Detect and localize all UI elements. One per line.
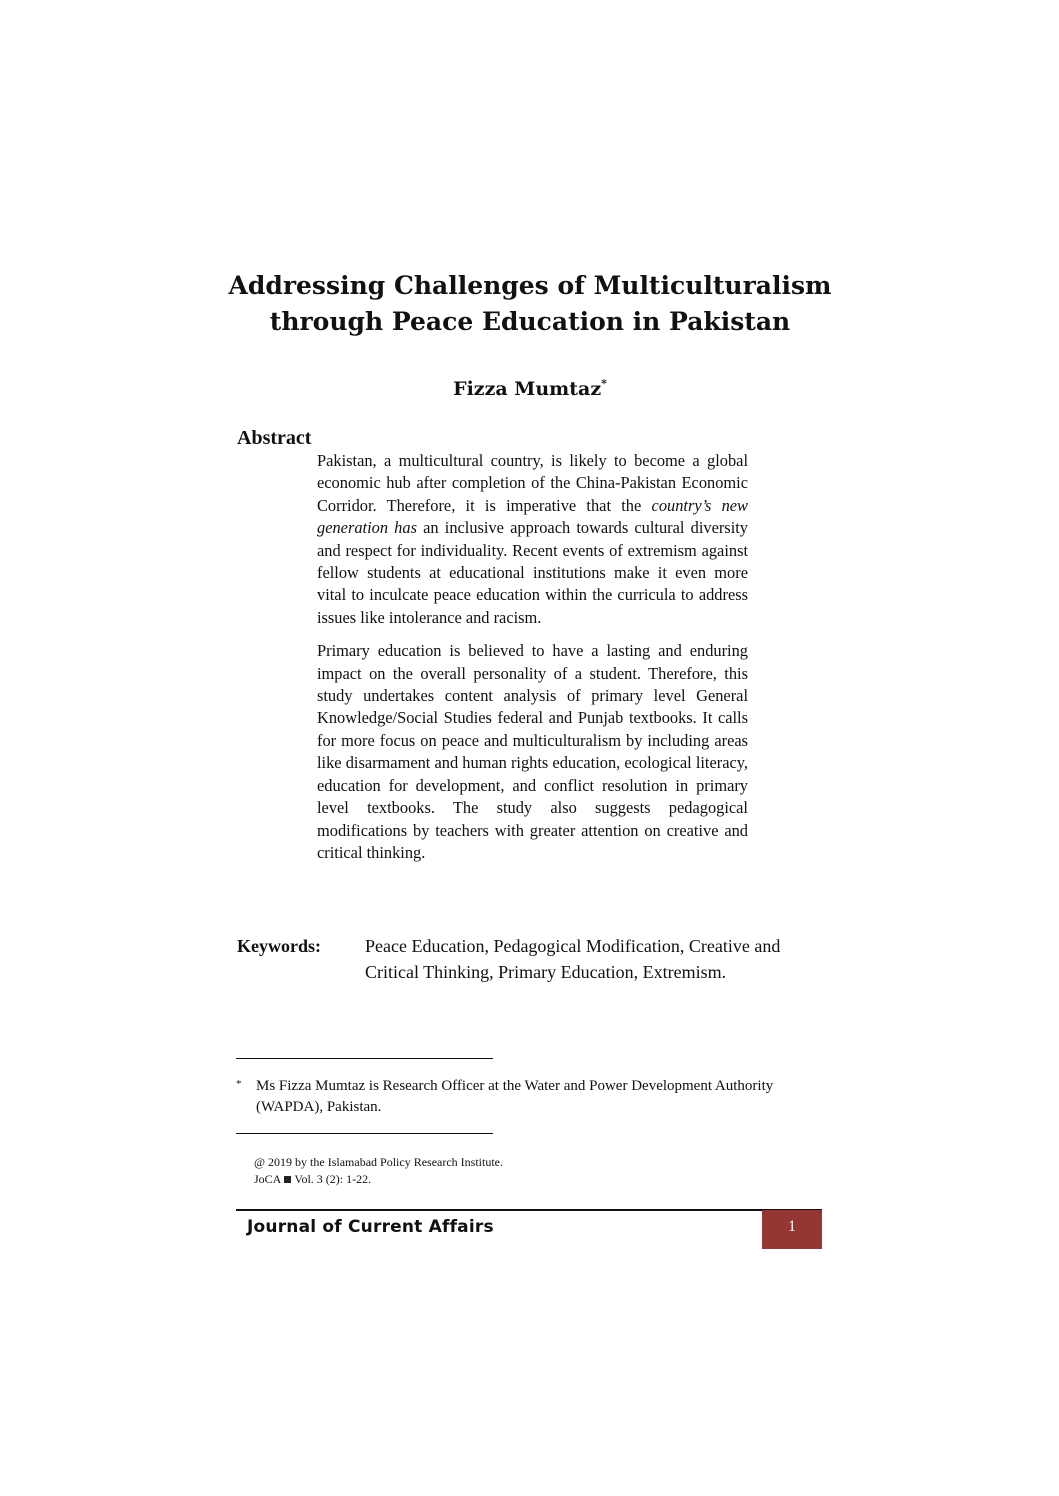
keywords-text: Peace Education, Pedagogical Modification, Creative and Critical Thinking, Primary Education, Extremism. — [365, 936, 781, 982]
abstract-heading: Abstract — [237, 427, 312, 449]
abstract-body — [317, 450, 748, 864]
abstract-p1-italic: country’s new generation has — [317, 495, 748, 538]
footnote-marker: * — [236, 1078, 242, 1090]
page-number: 1 — [788, 1218, 796, 1235]
paper-title — [200, 268, 860, 340]
footnote-text: Ms Fizza Mumtaz is Research Officer at the Water and Power Development Authority (WAPDA), Pakistan. — [256, 1078, 774, 1115]
copyright-notice — [254, 1154, 503, 1188]
author-footnote-marker: * — [601, 377, 607, 390]
abstract-p1-text-a: Pakistan, a multicultural country, is likely to become a global economic hub after completion of the China-Pakistan Economic Corridor. Therefore, it is imperative that the — [317, 451, 748, 515]
volume-info: Vol. 3 (2): 1-22. — [294, 1172, 372, 1186]
footer-rule — [236, 1209, 822, 1211]
abstract-paragraph-1 — [317, 450, 748, 629]
author-name: Fizza Mumtaz — [453, 378, 602, 400]
page-number-box — [762, 1210, 822, 1249]
copyright-separator — [236, 1133, 493, 1134]
journal-abbreviation: JoCA — [254, 1172, 282, 1186]
keywords-label: Keywords: — [237, 936, 321, 956]
footnote-separator — [236, 1058, 493, 1059]
citation-line — [254, 1171, 503, 1188]
paper-title-line-1: Addressing Challenges of Multiculturalism — [228, 271, 832, 300]
square-bullet-icon — [284, 1176, 291, 1183]
copyright-line: @ 2019 by the Islamabad Policy Research Institute. — [254, 1155, 503, 1169]
abstract-p1-text-b: an inclusive approach towards cultural diversity and respect for individuality. Recent events of extremism against fellow students at educational institutions make it even more vital to inculcate peace education within the curricula to address issues like intolerance and racism. — [317, 518, 748, 627]
footer-journal-name: Journal of Current Affairs — [247, 1217, 494, 1237]
author-byline — [330, 370, 730, 403]
abstract-paragraph-2: Primary education is believed to have a lasting and enduring impact on the overall personality of a student. Therefore, this study undertakes content analysis of primary level General Knowledge/Social Studies federal and Punjab textbooks. It calls for more focus on peace and multiculturalism by including areas like disarmament and human rights education, ecological literacy, education for development, and conflict resolution in primary level textbooks. The study also suggests pedagogical modifications by teachers with greater attention on creative and critical thinking. — [317, 641, 748, 862]
paper-title-line-2: through Peace Education in Pakistan — [269, 307, 791, 336]
